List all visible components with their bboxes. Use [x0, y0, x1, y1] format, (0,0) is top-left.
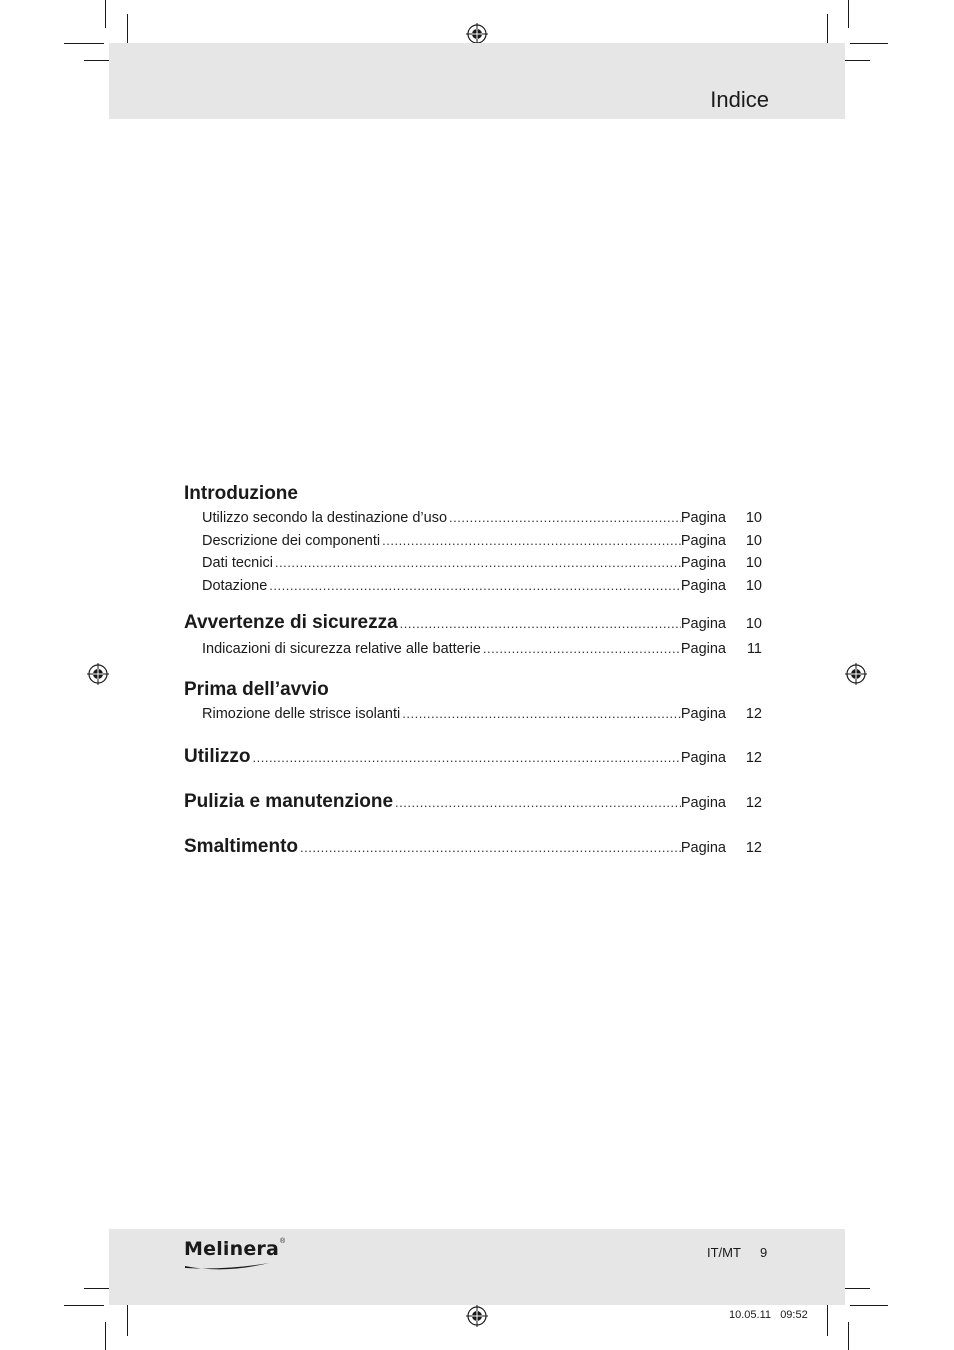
toc-section-introduzione [184, 481, 762, 598]
toc-leader-dots [269, 575, 681, 598]
registration-mark-icon [87, 663, 109, 685]
brand-name: Melinera [184, 1238, 280, 1260]
toc-section-utilizzo [184, 742, 762, 772]
crop-mark [105, 0, 106, 28]
print-stamp [729, 1309, 808, 1321]
crop-mark [848, 0, 849, 28]
crop-mark [827, 1303, 828, 1336]
toc-page-number: 12 [745, 750, 762, 767]
toc-page-number: 10 [745, 510, 762, 526]
toc-leader-dots [483, 638, 681, 661]
toc-page-word: Pagina [680, 578, 726, 595]
crop-mark [850, 43, 888, 44]
toc-leader-dots [300, 833, 681, 862]
toc-section-title: Pulizia e manutenzione [184, 791, 394, 813]
toc-section-entry[interactable] [184, 742, 762, 772]
page-title: Indice [710, 87, 769, 112]
toc-leader-dots [382, 530, 681, 553]
crop-mark [64, 43, 104, 44]
toc-page-number: 12 [745, 795, 762, 812]
toc-page-number: 10 [745, 578, 762, 595]
toc-page-word: Pagina [680, 750, 726, 767]
crop-mark [850, 1305, 888, 1306]
brand-logo [184, 1238, 294, 1274]
footer-language-code: IT/MT [707, 1245, 741, 1260]
toc-page-number: 12 [745, 840, 762, 857]
toc-section-title: Avvertenze di sicurezza [184, 611, 398, 633]
registration-mark-icon [466, 23, 488, 45]
toc-leader-dots [400, 609, 681, 638]
crop-mark [127, 1303, 128, 1336]
toc-entry-label: Indicazioni di sicurezza relative alle batterie [202, 640, 481, 657]
toc-leader-dots [275, 552, 681, 575]
toc-page-number: 10 [745, 555, 762, 572]
toc-entry[interactable] [184, 638, 762, 661]
toc-page-number: 10 [745, 615, 762, 632]
registration-mark-icon [845, 663, 867, 685]
toc-entry[interactable] [184, 530, 762, 553]
table-of-contents [184, 481, 762, 862]
header-band [109, 43, 845, 119]
toc-entry-label: Rimozione delle strisce isolanti [202, 706, 401, 723]
toc-page-word: Pagina [680, 640, 726, 657]
toc-section-pulizia [184, 787, 762, 817]
toc-page-word: Pagina [680, 840, 726, 857]
toc-page-number: 11 [746, 640, 762, 657]
toc-leader-dots [449, 507, 681, 530]
toc-page-word: Pagina [680, 510, 726, 526]
toc-entry[interactable] [184, 507, 762, 530]
crop-mark [105, 1322, 106, 1350]
crop-mark [848, 1322, 849, 1350]
toc-entry-label: Descrizione dei componenti [202, 532, 381, 549]
toc-section-avvertenze [184, 608, 762, 661]
toc-section-entry[interactable] [184, 832, 762, 862]
toc-page-word: Pagina [680, 615, 726, 632]
footer-page-number: 9 [760, 1245, 768, 1260]
footer-band [109, 1229, 845, 1305]
toc-section-entry[interactable] [184, 787, 762, 817]
toc-page-word: Pagina [680, 795, 726, 812]
toc-entry-label: Utilizzo secondo la destinazione d’uso [202, 510, 448, 526]
toc-section-entry[interactable] [184, 608, 762, 638]
toc-entry-label: Dati tecnici [202, 555, 273, 572]
toc-section-prima-dell-avvio [184, 677, 762, 726]
toc-section-title: Prima dell’avvio [184, 679, 329, 701]
brand-registered-mark: ® [280, 1238, 286, 1245]
toc-section-title: Introduzione [184, 483, 298, 504]
toc-entry[interactable] [184, 575, 762, 598]
toc-leader-dots [395, 788, 681, 817]
toc-section-title: Smaltimento [184, 836, 299, 858]
registration-mark-icon [466, 1305, 488, 1327]
toc-entry[interactable] [184, 552, 762, 575]
toc-entry[interactable] [184, 703, 762, 726]
toc-entry-label: Dotazione [202, 578, 268, 595]
print-time: 09:52 [780, 1309, 808, 1321]
toc-page-word: Pagina [680, 555, 726, 572]
toc-page-word: Pagina [680, 706, 726, 723]
crop-mark [64, 1305, 104, 1306]
toc-page-number: 10 [745, 532, 762, 549]
toc-section-title: Utilizzo [184, 746, 251, 768]
toc-leader-dots [402, 703, 681, 726]
toc-leader-dots [253, 743, 681, 772]
toc-section-smaltimento [184, 832, 762, 862]
toc-page-number: 12 [745, 706, 762, 723]
brand-swoosh-icon [184, 1262, 270, 1272]
toc-page-word: Pagina [680, 532, 726, 549]
print-date: 10.05.11 [729, 1309, 772, 1321]
